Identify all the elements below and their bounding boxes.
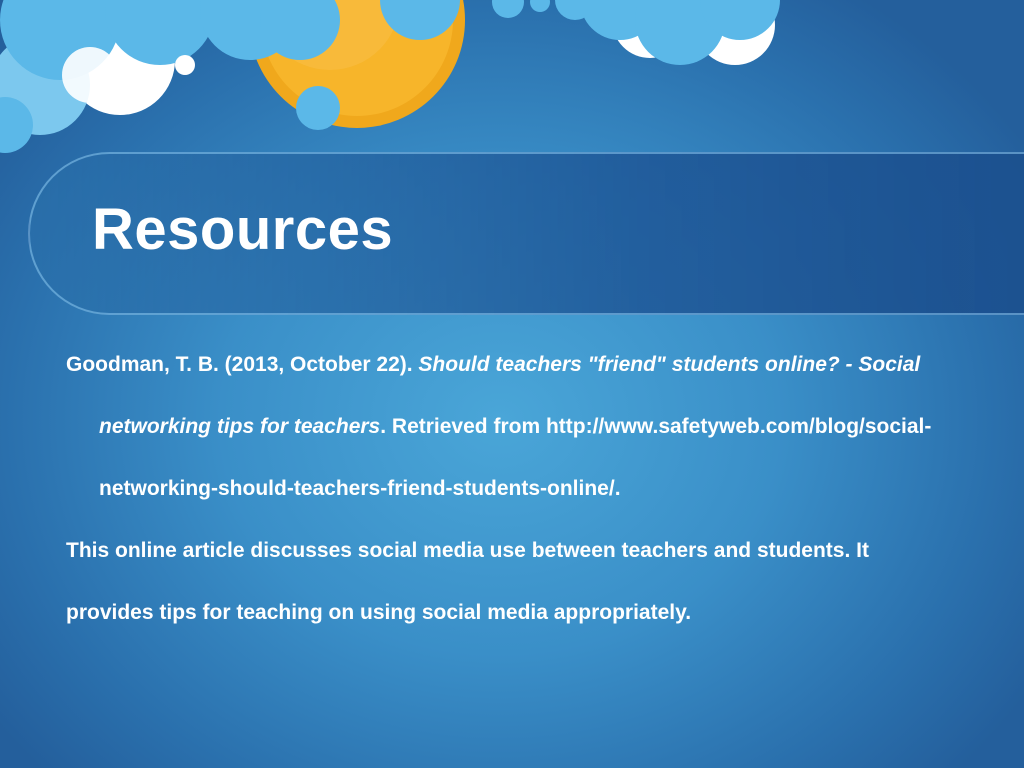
summary-text: This online article discusses social media use between teachers and students. It provides tips for teaching on using social media appropriately. — [66, 539, 869, 624]
citation-url: http://www.safetyweb.com/blog/social-networking-should-teachers-friend-students-online/. — [99, 415, 932, 500]
slide-body — [66, 334, 946, 644]
citation — [66, 334, 946, 520]
citation-work-title: Should teachers "friend" students online? - Social networking tips for teachers — [99, 353, 921, 438]
page-title: Resources — [92, 197, 394, 262]
citation-retrieved: . Retrieved from — [380, 415, 546, 438]
header-decoration — [0, 0, 1024, 160]
citation-author-date: Goodman, T. B. (2013, October 22). — [66, 353, 419, 376]
